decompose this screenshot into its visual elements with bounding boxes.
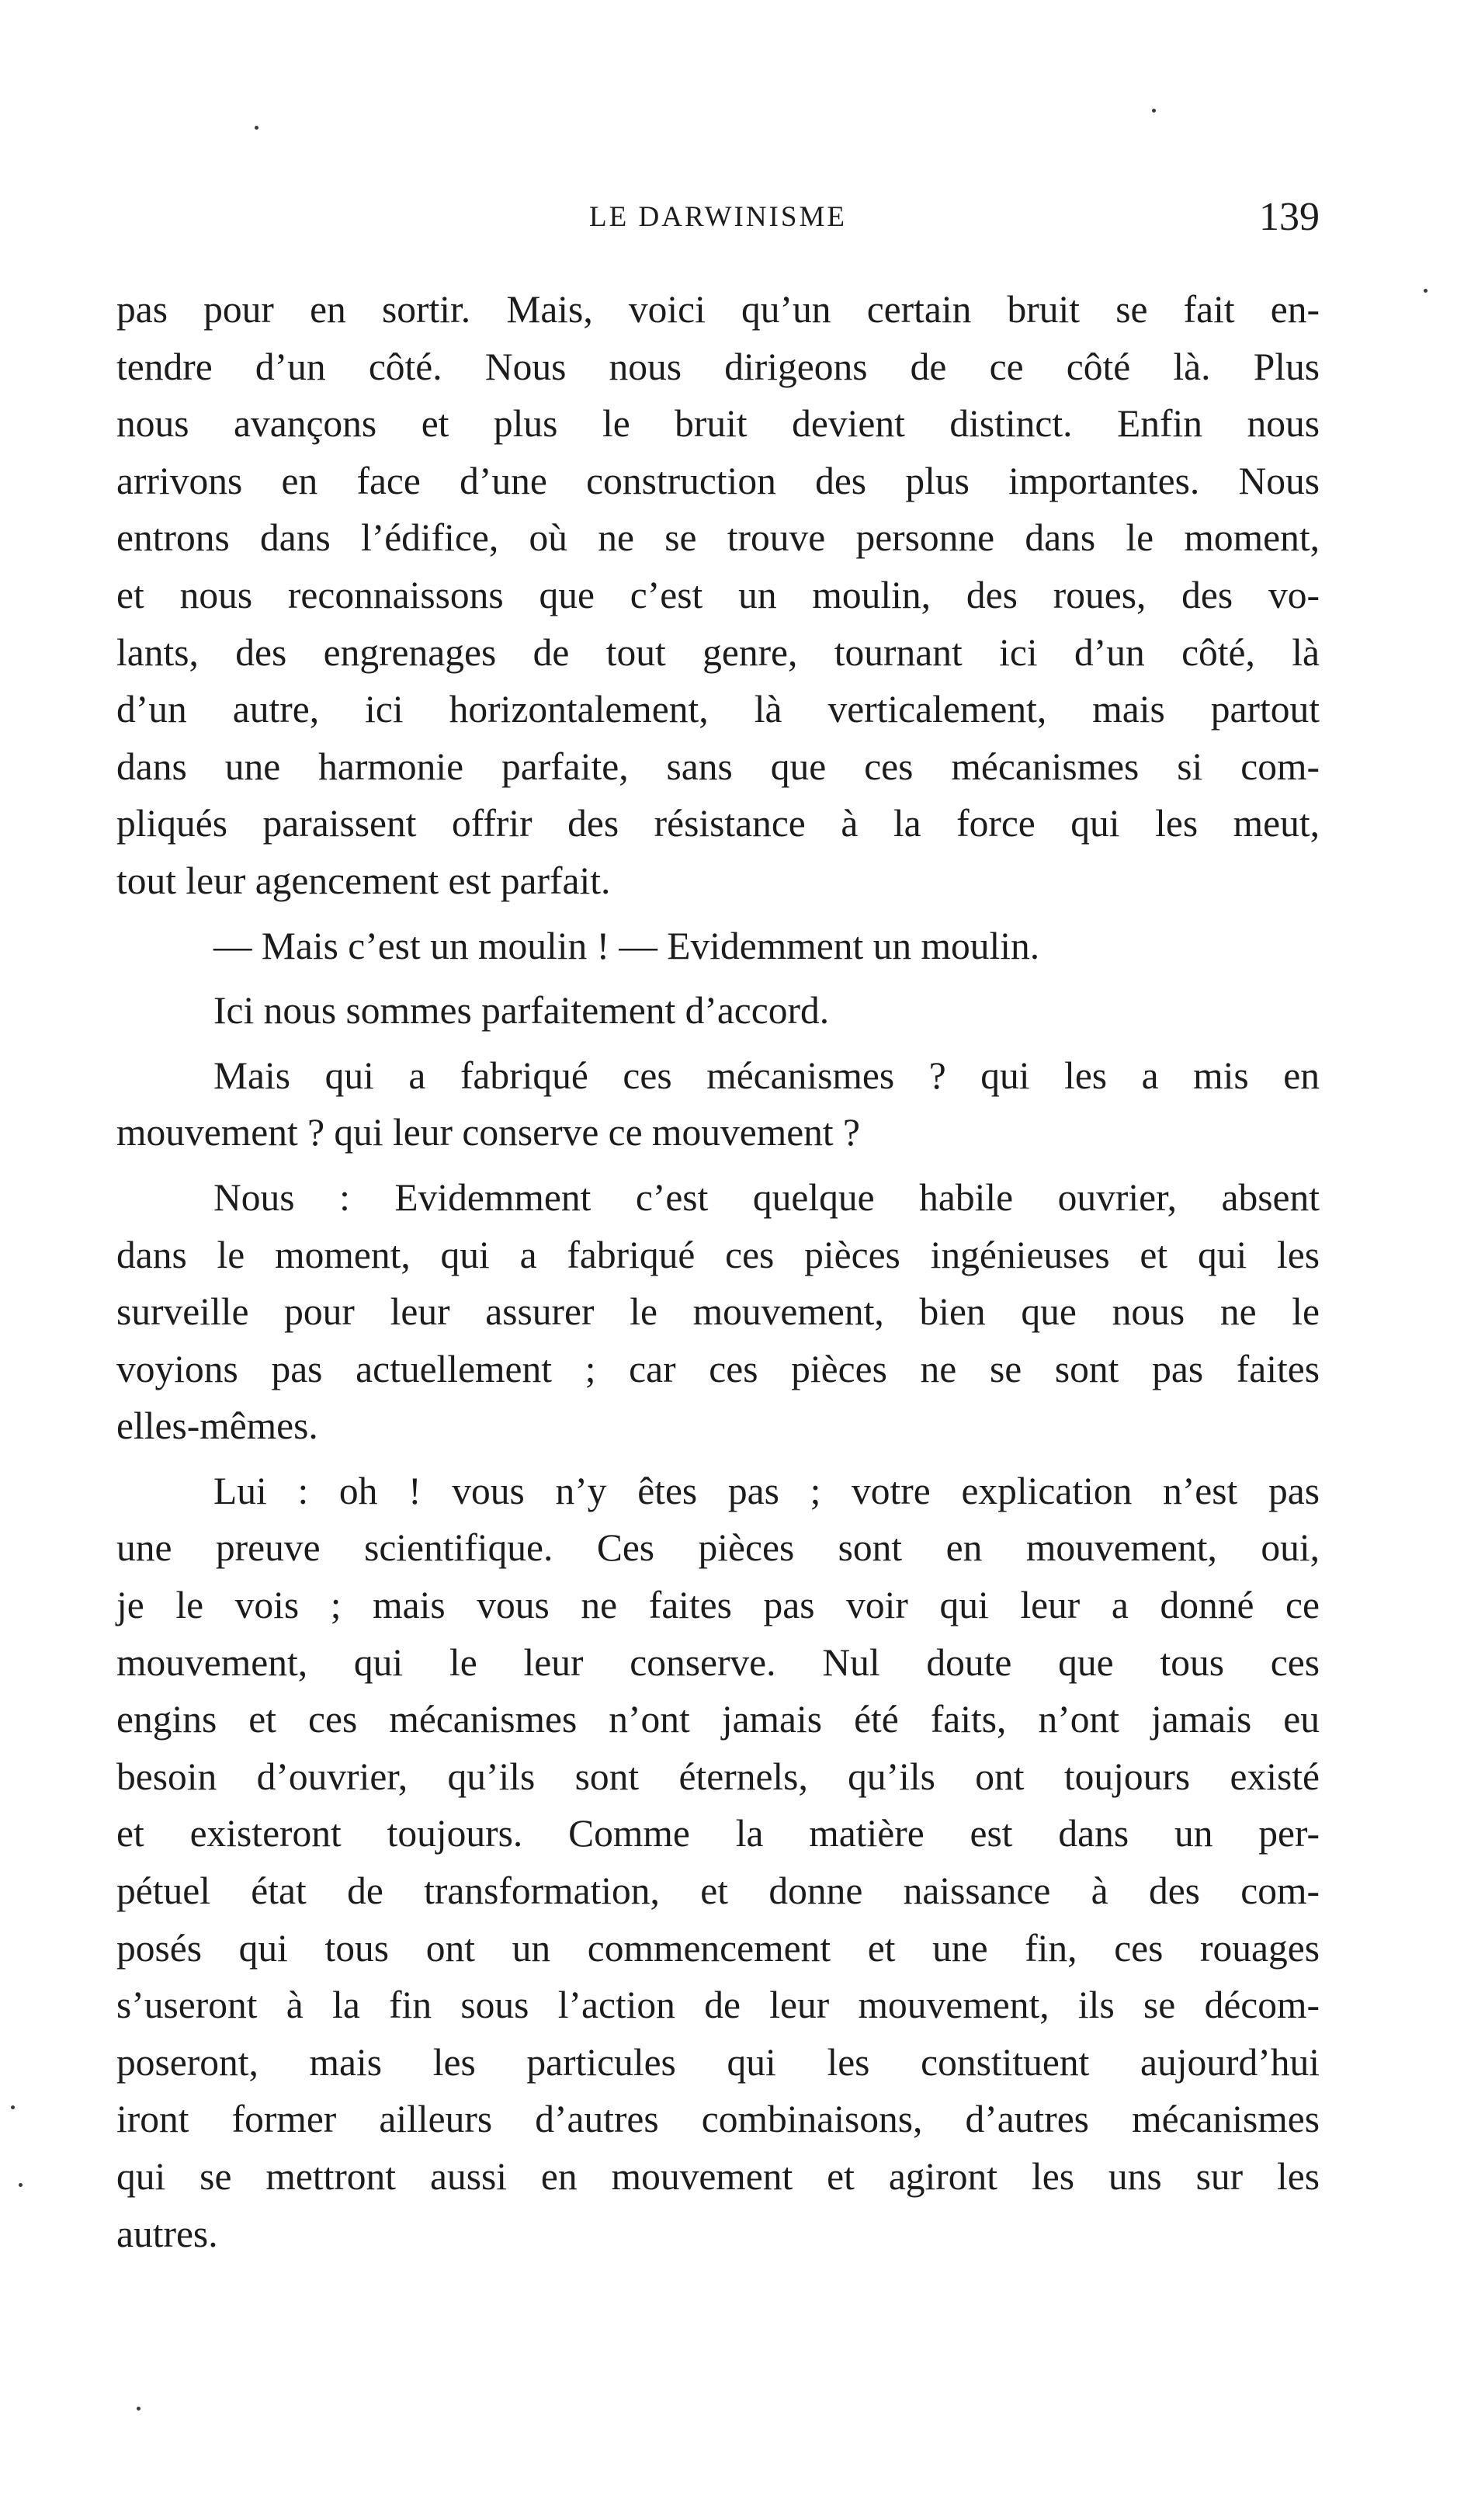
text-line: Mais qui a fabriqué ces mécanismes ? qui les a mis en <box>213 1053 1320 1097</box>
text-line: engins et ces mécanismes n’ont jamais été faits, n’ont jamais eu <box>116 1698 1320 1741</box>
paragraph <box>116 1169 1320 1455</box>
text-line: besoin d’ouvrier, qu’ils sont éternels, qu’ils ont toujours existé <box>116 1755 1320 1798</box>
paragraph <box>116 918 1320 975</box>
text-line: posés qui tous ont un commencement et une fin, ces rouages <box>116 1926 1320 1970</box>
paragraph <box>116 1047 1320 1161</box>
print-speck <box>255 126 258 130</box>
text-line: autres. <box>116 2212 218 2255</box>
print-speck <box>137 2407 141 2411</box>
text-line: Ici nous sommes parfaitement d’accord. <box>213 989 830 1033</box>
text-line: elles-mêmes. <box>116 1404 318 1448</box>
text-line: nous avançons et plus le bruit devient distinct. Enfin nous <box>116 402 1320 446</box>
paragraph <box>116 1463 1320 2262</box>
text-line: — Mais c’est un moulin ! — Evidemment un moulin. <box>213 924 1040 967</box>
page-header <box>116 195 1320 255</box>
text-line: je le vois ; mais vous ne faites pas voir qui leur a donné ce <box>116 1584 1320 1627</box>
text-line: tout leur agencement est parfait. <box>116 859 611 902</box>
text-line: d’un autre, ici horizontalement, là verticalement, mais partout <box>116 688 1320 731</box>
text-line: pliqués paraissent offrir des résistance à la force qui les meut, <box>116 802 1320 845</box>
print-speck <box>11 2105 15 2109</box>
text-line: dans une harmonie parfaite, sans que ces mécanismes si com- <box>116 745 1320 788</box>
text-line: une preuve scientifique. Ces pièces sont en mouvement, oui, <box>116 1526 1320 1570</box>
text-line: arrivons en face d’une construction des plus importantes. Nous <box>116 459 1320 502</box>
text-line: iront former ailleurs d’autres combinaisons, d’autres mécanismes <box>116 2098 1320 2141</box>
text-line: pas pour en sortir. Mais, voici qu’un certain bruit se fait en- <box>116 288 1320 331</box>
text-line: voyions pas actuellement ; car ces pièces ne se sont pas faites <box>116 1347 1320 1390</box>
print-speck <box>19 2183 23 2187</box>
text-line: dans le moment, qui a fabriqué ces pièces ingénieuses et qui les <box>116 1233 1320 1276</box>
body-text <box>116 281 1320 2262</box>
text-line: surveille pour leur assurer le mouvement, bien que nous ne le <box>116 1290 1320 1334</box>
print-speck <box>1424 289 1428 293</box>
text-line: s’useront à la fin sous l’action de leur mouvement, ils se décom- <box>116 1984 1320 2027</box>
text-line: mouvement, qui le leur conserve. Nul doute que tous ces <box>116 1640 1320 1684</box>
paragraph <box>116 281 1320 910</box>
text-line: mouvement ? qui leur conserve ce mouvement ? <box>116 1111 861 1154</box>
page-number: 139 <box>1259 195 1320 239</box>
text-line: et nous reconnaissons que c’est un moulin, des roues, des vo- <box>116 573 1320 616</box>
text-line: qui se mettront aussi en mouvement et agiront les uns sur les <box>116 2155 1320 2198</box>
text-line: Lui : oh ! vous n’y êtes pas ; votre explication n’est pas <box>213 1469 1320 1512</box>
text-line: lants, des engrenages de tout genre, tournant ici d’un côté, là <box>116 630 1320 674</box>
text-line: tendre d’un côté. Nous nous dirigeons de ce côté là. Plus <box>116 345 1320 388</box>
text-line: poseront, mais les particules qui les constituent aujourd’hui <box>116 2040 1320 2084</box>
text-line: et existeront toujours. Comme la matière est dans un per- <box>116 1812 1320 1855</box>
print-speck <box>1152 109 1156 113</box>
paragraph <box>116 982 1320 1040</box>
text-line: Nous : Evidemment c’est quelque habile ouvrier, absent <box>213 1175 1320 1219</box>
running-title: LE DARWINISME <box>589 201 847 233</box>
text-line: entrons dans l’édifice, où ne se trouve personne dans le moment, <box>116 516 1320 560</box>
text-line: pétuel état de transformation, et donne naissance à des com- <box>116 1869 1320 1913</box>
